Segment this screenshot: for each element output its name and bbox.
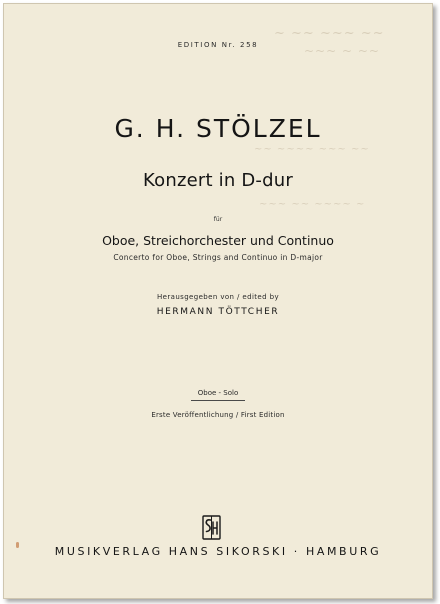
scoring-german: Oboe, Streichorchester und Continuo [102,233,334,248]
work-title: Konzert in D-dur [143,170,293,191]
first-edition-note: Erste Veröffentlichung / First Edition [151,411,285,419]
composer-name: G. H. STÖLZEL [114,114,322,143]
part-underline [191,400,245,401]
bleed-through-decoration: ~~~ ~ ~~ [304,44,380,58]
edited-by-label: Herausgegeben von / edited by [156,293,279,301]
bleed-through-decoration: ~ ~~ ~~~ ~~ [274,26,385,41]
scoring-english: Concerto for Oboe, Strings and Continuo in D-major [113,253,323,262]
for-label: für [213,216,223,223]
part-name: Oboe - Solo [197,389,239,397]
publisher-name: MUSIKVERLAG HANS SIKORSKI · HAMBURG [54,545,382,558]
edition-number: EDITION Nr. 258 [177,41,259,49]
bleed-through-decoration: ~~ ~~~~ ~~~ ~~ [254,144,370,155]
editor-name: HERMANN TÖTTCHER [156,307,280,317]
sheet-music-cover [3,3,433,599]
sikorski-publisher-logo-icon [202,515,221,540]
bleed-through-decoration: ~~~ ~~ ~~~~ ~ [259,199,366,210]
